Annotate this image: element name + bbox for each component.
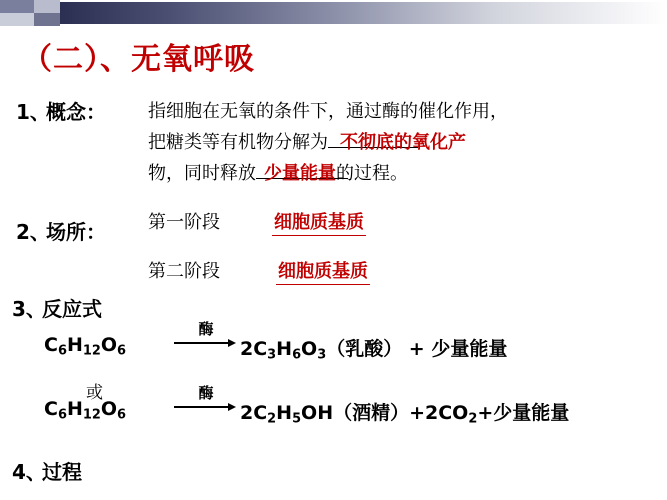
concept-answer-2: 少量能量 xyxy=(264,163,336,184)
item-4-number: 4、 xyxy=(12,460,46,484)
equation-2-right: $2C_2H_5OH$（酒精）$+2CO_2+$少量能量 xyxy=(240,402,570,427)
equation-1-right: $2C_3H_6O_3$（乳酸） + 少量能量 xyxy=(240,338,508,363)
stage-1-value xyxy=(272,208,366,236)
stage-1-label: 第一阶段 xyxy=(148,212,220,233)
deco-block-d xyxy=(34,13,60,26)
equation-2-left: $C_6H_{12}O_6$ xyxy=(44,398,126,423)
stage-2-label: 第二阶段 xyxy=(148,261,220,282)
item-3-number: 3、 xyxy=(12,297,46,321)
concept-answer-1: 不彻底的氧化产 xyxy=(340,132,466,153)
item-2-label: 场所： xyxy=(46,220,106,244)
equation-or-label: 或 xyxy=(86,383,103,403)
slide-title: （二）、无氧呼吸 xyxy=(22,42,255,77)
arrow-right-icon xyxy=(170,338,242,348)
equation-1-arrow xyxy=(170,322,242,348)
deco-block-b xyxy=(34,0,60,13)
header-decoration xyxy=(0,0,667,26)
stage-2-answer: 细胞质基质 xyxy=(276,257,370,285)
stage-2-value xyxy=(276,257,370,285)
equation-2-catalyst: 酶 xyxy=(198,384,214,402)
equation-1-left: $C_6H_{12}O_6$ xyxy=(44,334,126,359)
stage-1-answer: 细胞质基质 xyxy=(272,208,366,236)
deco-block-a xyxy=(0,0,34,13)
concept-line-3 xyxy=(148,159,492,185)
item-1-number: 1、 xyxy=(16,100,50,124)
concept-line-1: 指细胞在无氧的条件下，通过酶的催化作用， xyxy=(148,101,508,122)
arrow-right-icon xyxy=(170,402,242,412)
equation-2-arrow xyxy=(170,386,242,412)
item-3-label: 反应式 xyxy=(42,297,102,321)
concept-line-2 xyxy=(148,128,544,154)
concept-line-3-tail: 的过程。 xyxy=(336,163,408,184)
item-2-number: 2、 xyxy=(16,220,50,244)
item-1-label: 概念： xyxy=(46,100,106,124)
deco-block-c xyxy=(0,13,34,26)
concept-line-2-text: 把糖类等有机物分解为 xyxy=(148,132,328,153)
concept-line-3-text: 物，同时释放 xyxy=(148,163,256,184)
deco-gradient-bar xyxy=(60,2,667,24)
item-4-label: 过程 xyxy=(42,460,82,484)
equation-1-catalyst: 酶 xyxy=(198,320,214,338)
